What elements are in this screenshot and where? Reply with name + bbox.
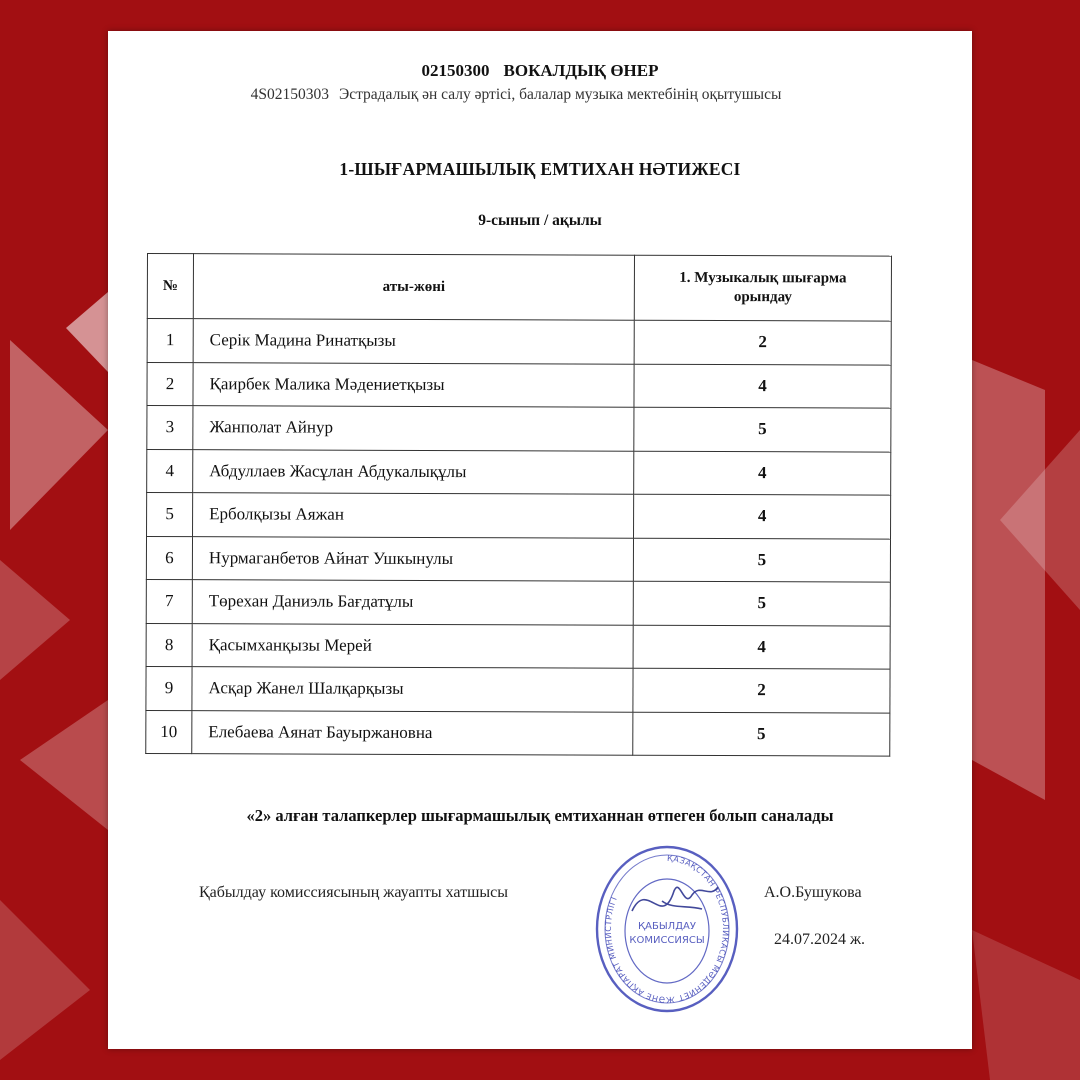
signature-date: 24.07.2024 ж. <box>774 931 866 948</box>
row-name: Ерболқызы Аяжан <box>193 493 634 538</box>
row-name: Абдуллаев Жасұлан Абдукалықұлы <box>193 449 634 494</box>
row-name: Асқар Жанел Шалқарқызы <box>192 667 633 712</box>
row-number: 6 <box>146 536 192 580</box>
failing-grade-note: «2» алған талапкерлер шығармашылық емтиханнан өтпеген болып саналады <box>246 806 834 825</box>
document-subtitle: 9-сынып / ақылы <box>478 212 602 229</box>
table-row <box>146 710 890 756</box>
row-score: 2 <box>633 668 890 712</box>
row-name: Қаирбек Малика Мәдениетқызы <box>193 362 634 407</box>
row-number: 10 <box>146 710 192 754</box>
row-score: 5 <box>633 581 890 625</box>
row-number: 2 <box>147 362 193 406</box>
header-name: аты-жөні <box>193 254 634 321</box>
stamp-center-line2: КОМИССИЯСЫ <box>629 935 705 946</box>
specialty-code: 4S02150303 <box>250 86 329 103</box>
row-name: Жанполат Айнур <box>193 406 634 451</box>
row-score: 4 <box>634 451 891 495</box>
row-score: 5 <box>633 538 890 582</box>
row-number: 4 <box>147 449 193 493</box>
official-stamp <box>592 839 742 1019</box>
signatory-name: А.О.Бушукова <box>764 884 862 901</box>
row-score: 4 <box>634 364 891 408</box>
stamp-center-line1: ҚАБЫЛДАУ <box>638 921 696 932</box>
stamp-ring-text: ҚАЗАҚСТАН РЕСПУБЛИКАСЫ МӘДЕНИЕТ ЖӘНЕ АҚПАРАТ МИНИСТРЛІГІ <box>603 853 731 1005</box>
signatory-title: Қабылдау комиссиясының жауапты хатшысы <box>199 884 508 901</box>
document-page <box>108 31 972 1049</box>
table-row <box>146 536 890 582</box>
row-name: Елебаева Аянат Бауыржановна <box>192 710 633 755</box>
table-row <box>146 579 890 625</box>
header-score-line1: 1. Музыкалық шығарма <box>679 270 847 287</box>
row-number: 5 <box>147 493 193 537</box>
specialty-heading <box>108 86 924 104</box>
row-number: 8 <box>146 623 192 667</box>
specialty-name: Эстрадалық ән салу әртісі, балалар музыка мектебінің оқытушысы <box>338 86 782 103</box>
table-row <box>146 666 890 712</box>
row-number: 1 <box>147 319 193 363</box>
row-name: Серік Мадина Ринатқызы <box>193 319 634 364</box>
row-score: 2 <box>634 320 891 364</box>
program-code: 02150300 <box>421 61 490 80</box>
row-score: 4 <box>634 494 891 538</box>
header-number: № <box>147 254 193 319</box>
table-row <box>147 406 891 452</box>
table-row <box>147 493 891 539</box>
row-name: Қасымханқызы Мерей <box>192 623 633 668</box>
table-row <box>147 362 891 408</box>
row-number: 7 <box>146 579 192 623</box>
row-score: 5 <box>634 407 891 451</box>
program-heading <box>108 61 972 81</box>
table-header-row <box>147 254 891 322</box>
table-row <box>147 449 891 495</box>
row-score: 4 <box>633 625 890 669</box>
header-score <box>634 255 891 321</box>
row-number: 9 <box>146 666 192 710</box>
row-score: 5 <box>633 712 890 756</box>
results-table <box>145 253 892 757</box>
table-row <box>147 319 891 365</box>
row-name: Төрехан Даниэль Бағдатұлы <box>192 580 633 625</box>
table-row <box>146 623 890 669</box>
document-title: 1-ШЫҒАРМАШЫЛЫҚ ЕМТИХАН НӘТИЖЕСІ <box>339 159 741 179</box>
row-number: 3 <box>147 406 193 450</box>
header-score-line2: орындау <box>733 289 792 306</box>
program-name: ВОКАЛДЫҚ ӨНЕР <box>503 61 659 80</box>
row-name: Нурмаганбетов Айнат Ушкынулы <box>192 536 633 581</box>
